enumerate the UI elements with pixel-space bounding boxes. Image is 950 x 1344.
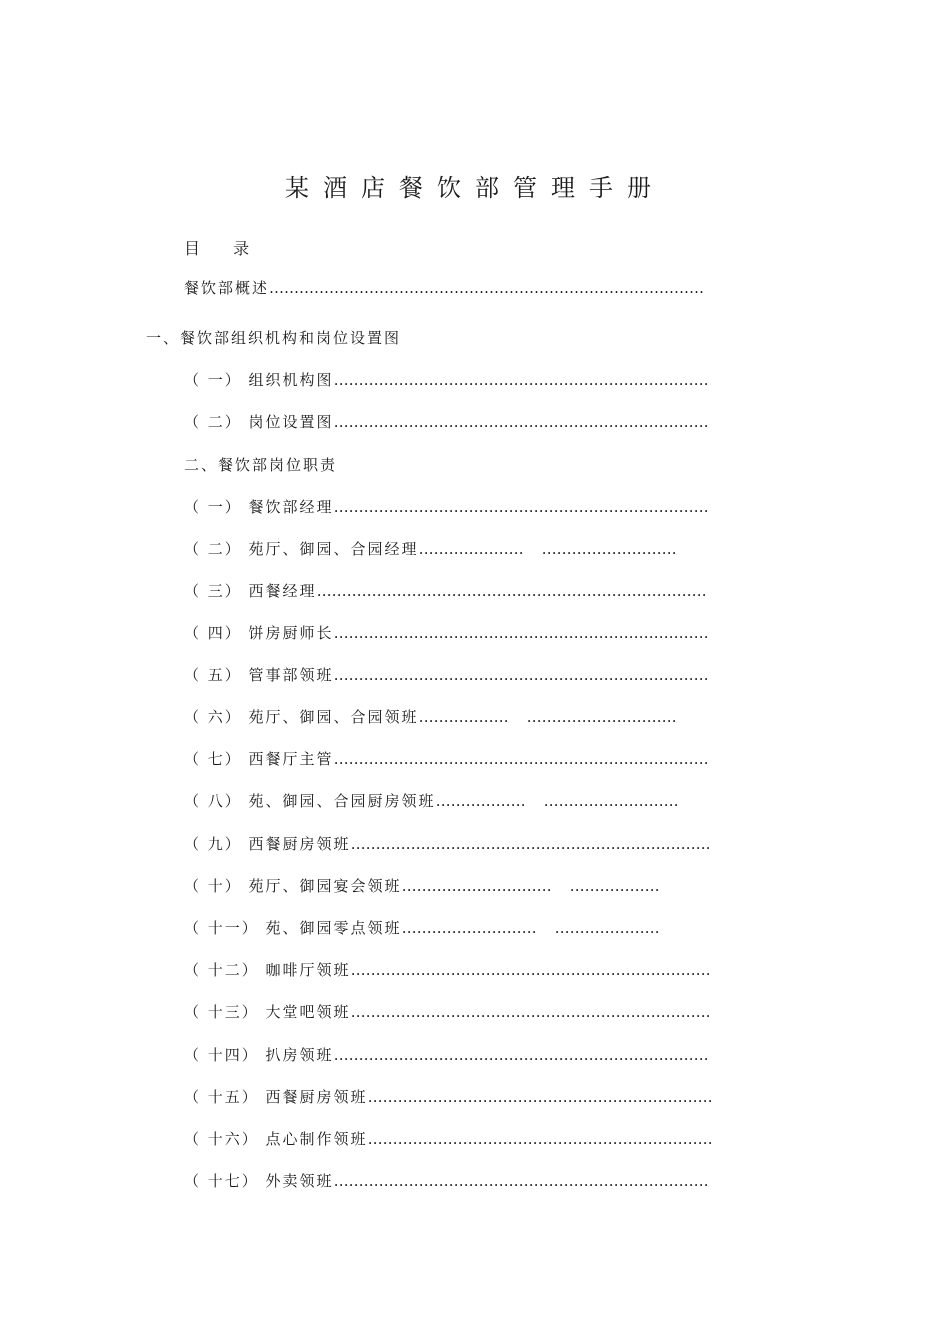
toc-entry [184,623,709,643]
toc-entry-number: （ 十七） [184,1172,266,1190]
toc-entry-title: 西餐经理 [248,582,317,600]
toc-entry [184,707,677,727]
toc-entry-title: 西餐厅主管 [248,750,334,768]
toc-entry [184,412,709,432]
toc-entry-number: （ 六） [184,708,249,726]
toc-entry-title: 二、餐饮部岗位职责 [184,456,338,474]
toc-entry-title: 外卖领班 [265,1172,334,1190]
toc-entry-number: （ 四） [184,624,249,642]
toc-entry-number: （ 十四） [184,1046,266,1064]
toc-entry-number: （ 二） [184,540,249,558]
toc-entry [184,1002,711,1022]
toc-entry [184,1087,713,1107]
toc-leader-dots: …………………………………………………………………………… [269,279,705,297]
toc-entry [184,455,337,475]
toc-entry [184,960,711,980]
toc-heading: 目 录 [184,239,264,258]
document-title: 某酒店餐饮部管理手册 [285,174,665,202]
toc-entry-number: （ 十五） [184,1088,266,1106]
toc-entry-title: 组织机构图 [248,371,334,389]
toc-entry-title: 管事部领班 [248,666,334,684]
toc-entry-number: （ 十二） [184,961,266,979]
toc-entry-number: （ 一） [184,371,249,389]
toc-entry-title: 扒房领班 [265,1046,334,1064]
toc-entry-title: 岗位设置图 [248,413,334,431]
toc-leader-dots: ……………………… [401,919,537,937]
toc-entry-number: （ 八） [184,792,249,810]
toc-leader-dots: …………………………………………………………………… [316,582,707,600]
toc-leader-dots: ……………………………………………………………… [350,1003,711,1021]
toc-leader-dots: ………………………………………………………………… [333,624,709,642]
toc-leader-dots: …………………………………………………………… [367,1130,713,1148]
toc-entry-title: 一、餐饮部组织机构和岗位设置图 [146,329,402,347]
toc-leader-dots: ………………… [418,540,524,558]
toc-entry [184,539,677,559]
toc-leader-dots: ………………………… [526,708,677,726]
toc-entry-title: 西餐厨房领班 [248,835,351,853]
toc-entry-number: （ 十一） [184,919,266,937]
toc-entry-title: 大堂吧领班 [265,1003,351,1021]
toc-leader-dots: ……………………… [543,792,679,810]
toc-entry-title: 苑、御园、合园厨房领班 [248,792,436,810]
toc-leader-dots: ………………………… [401,877,552,895]
toc-leader-dots: ………………… [554,919,660,937]
toc-leader-dots: ………………………………………………………………… [333,413,709,431]
toc-leader-dots: ……………… [569,877,660,895]
toc-leader-dots: ……………………………………………………………… [350,961,711,979]
toc-entry [184,1129,713,1149]
toc-entry [184,876,660,896]
toc-entry-number: （ 十） [184,877,249,895]
toc-entry-title: 饼房厨师长 [248,624,334,642]
toc-entry-title: 咖啡厅领班 [265,961,351,979]
toc-entry [184,791,679,811]
toc-entry-title: 苑厅、御园、合园领班 [248,708,419,726]
toc-entry-number: （ 五） [184,666,249,684]
toc-leader-dots: ………………………………………………………………… [333,666,709,684]
toc-entry-title: 苑厅、御园宴会领班 [248,877,402,895]
toc-entry-title: 餐饮部经理 [248,498,334,516]
toc-entry-number: （ 二） [184,413,249,431]
toc-leader-dots: ……………… [418,708,509,726]
toc-leader-dots: ………………………………………………………………… [333,1046,709,1064]
toc-entry-number: （ 九） [184,835,249,853]
toc-entry [184,749,709,769]
toc-entry-title: 西餐厨房领班 [265,1088,368,1106]
toc-entry-title: 苑、御园零点领班 [265,919,402,937]
toc-entry-number: （ 十三） [184,1003,266,1021]
toc-leader-dots: …………………………………………………………… [367,1088,713,1106]
toc-entry [184,278,704,298]
toc-leader-dots: ………………………………………………………………… [333,750,709,768]
toc-entry [184,497,709,517]
toc-entry-number: （ 三） [184,582,249,600]
toc-entry [184,1045,709,1065]
toc-leader-dots: ………………………………………………………………… [333,1172,709,1190]
toc-entry [184,370,709,390]
toc-leader-dots: ………………………………………………………………… [333,498,709,516]
toc-leader-dots: ……………………… [541,540,677,558]
toc-entry [184,581,707,601]
toc-entry-title: 点心制作领班 [265,1130,368,1148]
toc-entry [146,328,401,348]
toc-entry [184,665,709,685]
toc-entry-number: （ 十六） [184,1130,266,1148]
toc-entry [184,834,711,854]
toc-leader-dots: ……………… [435,792,526,810]
toc-leader-dots: ………………………………………………………………… [333,371,709,389]
toc-entry-number: （ 一） [184,498,249,516]
toc-entry-number: （ 七） [184,750,249,768]
toc-entry [184,918,660,938]
toc-entry [184,1171,709,1191]
toc-entry-title: 餐饮部概述 [184,279,270,297]
toc-leader-dots: ……………………………………………………………… [350,835,711,853]
toc-entry-title: 苑厅、御园、合园经理 [248,540,419,558]
